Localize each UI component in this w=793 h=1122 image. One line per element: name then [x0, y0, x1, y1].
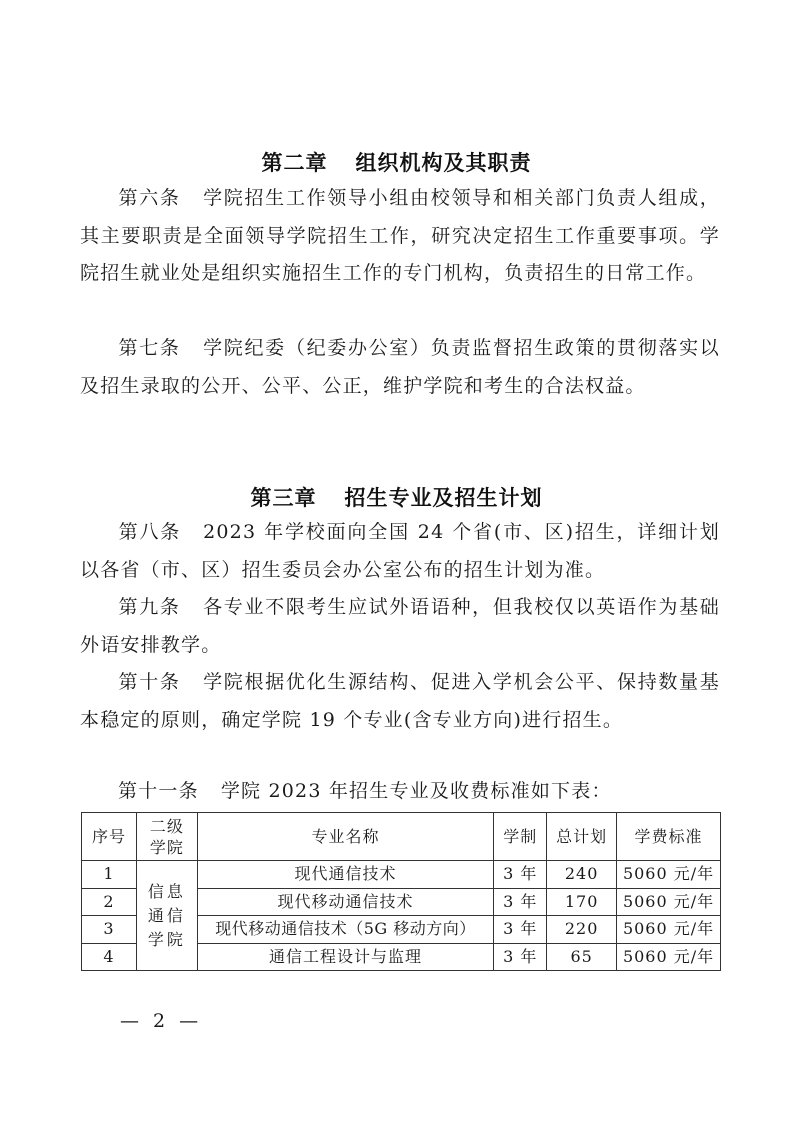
cell-index: 4 — [82, 943, 137, 971]
chapter-number: 第三章 — [250, 486, 317, 510]
cell-index: 2 — [82, 888, 137, 916]
cell-index: 3 — [82, 916, 137, 944]
cell-major: 现代通信技术 — [197, 861, 493, 889]
article-label: 第十一条 — [118, 780, 199, 802]
chapter-number: 第二章 — [261, 151, 328, 175]
college-line: 信息 — [147, 881, 186, 901]
table-row — [82, 861, 721, 889]
cell-index: 1 — [82, 861, 137, 889]
chapter-heading-2 — [0, 147, 793, 177]
cell-fee: 5060 元/年 — [617, 861, 721, 889]
article-8 — [80, 514, 720, 589]
cell-plan: 220 — [547, 916, 617, 944]
cell-fee: 5060 元/年 — [617, 916, 721, 944]
header-college-line1: 二级 — [149, 816, 184, 836]
college-line: 学院 — [147, 929, 186, 949]
header-duration: 学制 — [494, 813, 547, 861]
cell-major: 现代移动通信技术 — [197, 888, 493, 916]
college-line: 通信 — [147, 905, 186, 925]
chapter-title: 组织机构及其职责 — [355, 151, 532, 175]
article-label: 第七条 — [118, 337, 181, 359]
article-text: 学院根据优化生源结构、促进入学机会公平、保持数量基本稳定的原则，确定学院 19 个专业(含专业方向)进行招生。 — [80, 671, 720, 731]
cell-duration: 3 年 — [494, 916, 547, 944]
table-header-row — [82, 813, 721, 861]
enrollment-fee-table — [81, 812, 721, 971]
article-10 — [80, 664, 720, 739]
article-6 — [80, 180, 720, 293]
page-number: — 2 — — [120, 1010, 203, 1032]
chapter-heading-3 — [0, 482, 793, 512]
header-college — [136, 813, 197, 861]
article-label: 第八条 — [118, 521, 182, 543]
chapter-title: 招生专业及招生计划 — [344, 486, 543, 510]
cell-duration: 3 年 — [494, 861, 547, 889]
article-7 — [80, 330, 720, 405]
article-label: 第九条 — [118, 596, 181, 618]
article-text: 各专业不限考生应试外语语种，但我校仅以英语作为基础外语安排教学。 — [80, 596, 720, 656]
article-text: 学院纪委（纪委办公室）负责监督招生政策的贯彻落实以及招生录取的公开、公平、公正，维护学院和考生的合法权益。 — [80, 337, 720, 397]
article-9 — [80, 589, 720, 664]
article-text: 2023 年学校面向全国 24 个省(市、区)招生，详细计划以各省（市、区）招生委员会办公室公布的招生计划为准。 — [80, 521, 720, 581]
header-college-line2: 学院 — [149, 837, 184, 857]
header-major: 专业名称 — [197, 813, 493, 861]
article-text: 学院招生工作领导小组由校领导和相关部门负责人组成，其主要职责是全面领导学院招生工作，研究决定招生工作重要事项。学院招生就业处是组织实施招生工作的专门机构，负责招生的日常工作。 — [80, 187, 720, 284]
cell-plan: 170 — [547, 888, 617, 916]
article-label: 第六条 — [118, 187, 181, 209]
cell-duration: 3 年 — [494, 888, 547, 916]
header-plan: 总计划 — [547, 813, 617, 861]
article-text: 学院 2023 年招生专业及收费标准如下表： — [220, 780, 612, 802]
cell-major: 通信工程设计与监理 — [197, 943, 493, 971]
cell-plan: 65 — [547, 943, 617, 971]
header-fee: 学费标准 — [617, 813, 721, 861]
article-label: 第十条 — [118, 671, 181, 693]
header-index: 序号 — [82, 813, 137, 861]
cell-major: 现代移动通信技术（5G 移动方向） — [197, 916, 493, 944]
article-11 — [80, 776, 720, 806]
cell-fee: 5060 元/年 — [617, 888, 721, 916]
cell-plan: 240 — [547, 861, 617, 889]
cell-duration: 3 年 — [494, 943, 547, 971]
cell-college — [136, 861, 197, 971]
cell-fee: 5060 元/年 — [617, 943, 721, 971]
